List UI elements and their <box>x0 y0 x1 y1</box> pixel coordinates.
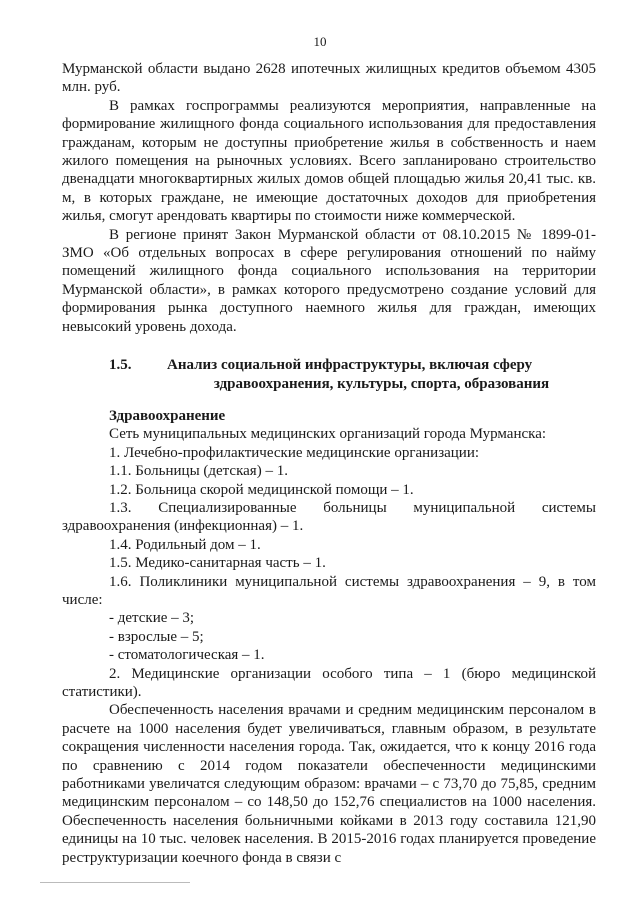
list-item: 1.6. Поликлиники муниципальной системы здравоохранения – 9, в том числе: <box>62 573 596 608</box>
section-number: 1.5. <box>109 357 132 374</box>
healthcare-intro: Сеть муниципальных медицинских организаций города Мурманска: <box>109 426 547 443</box>
section-heading <box>62 356 596 393</box>
sub-list-item: - взрослые – 5; <box>109 628 204 645</box>
list-item: 1.3. Специализированные больницы муниципальной системы здравоохранения (инфекционная) – 1. <box>62 499 596 535</box>
section-title-line2: здравоохранения, культуры, спорта, образования <box>213 375 550 392</box>
healthcare-subheading: Здравоохранение <box>109 407 226 424</box>
list-item: 1.2. Больница скорой медицинской помощи – 1. <box>109 481 414 498</box>
list-item: 1.5. Медико-санитарная часть – 1. <box>109 555 326 572</box>
footer-divider <box>40 882 190 883</box>
sub-list-item: - детские – 3; <box>109 610 195 627</box>
paragraph-mortgage: Мурманской области выдано 2628 ипотечных жилищных кредитов объемом 4305 млн. руб. <box>62 61 596 96</box>
paragraph-regional-law: В регионе принят Закон Мурманской области от 08.10.2015 № 1899-01-ЗМО «Об отдельных вопросах в сфере регулирования отношений по найму помещений жилищного фонда социального использования на территории Мурманской области», в рамках которого предусмотрено создание условий для формирования рынка доступного наемного жилья для граждан, имеющих невысокий уровень дохода. <box>62 226 596 335</box>
page-number: 10 <box>313 34 327 49</box>
list-item: 1.4. Родильный дом – 1. <box>109 536 261 553</box>
list-item: 1. Лечебно-профилактические медицинские организации: <box>109 444 480 461</box>
section-title-line1: Анализ социальной инфраструктуры, включая сферу <box>167 357 533 374</box>
paragraph-medical-staff: Обеспеченность населения врачами и средним медицинским персоналом в расчете на 1000 населения будет увеличиваться, главным образом, в результате сокращения численности населения города. Так, ожидается, что к концу 2016 года по сравнению с 2014 годом показатели обеспеченности медицинскими работниками увеличатся следующим образом: врачами – с 73,70 до 75,85, средним медицинским персоналом – со 148,50 до 152,76 специалистов на 1000 населения. Обеспеченность населения больничными койками в 2013 году составила 121,90 единицы на 10 тыс. человек населения. В 2015-2016 годах планируется проведение реструктуризации коечного фонда в связи с <box>62 702 596 866</box>
paragraph-housing-program: В рамках госпрограммы реализуются мероприятия, направленные на формирование жилищного фонда социального использования для предоставления гражданам, которым не доступны приобретение жилья в собственность и наем жилого помещения на рыночных условиях. Всего запланировано строительство двенадцати многоквартирных жилых домов общей площадью жилья 20,41 тыс. кв. м, в которых граждане, не имеющие достаточных доходов для приобретения жилья, смогут арендовать квартиры по стоимости ниже коммерческой. <box>62 97 596 225</box>
list-item: 1.1. Больницы (детская) – 1. <box>109 463 288 480</box>
list-item: 2. Медицинские организации особого типа – 1 (бюро медицинской статистики). <box>62 665 596 700</box>
document-body <box>62 60 596 867</box>
sub-list-item: - стоматологическая – 1. <box>109 647 265 664</box>
